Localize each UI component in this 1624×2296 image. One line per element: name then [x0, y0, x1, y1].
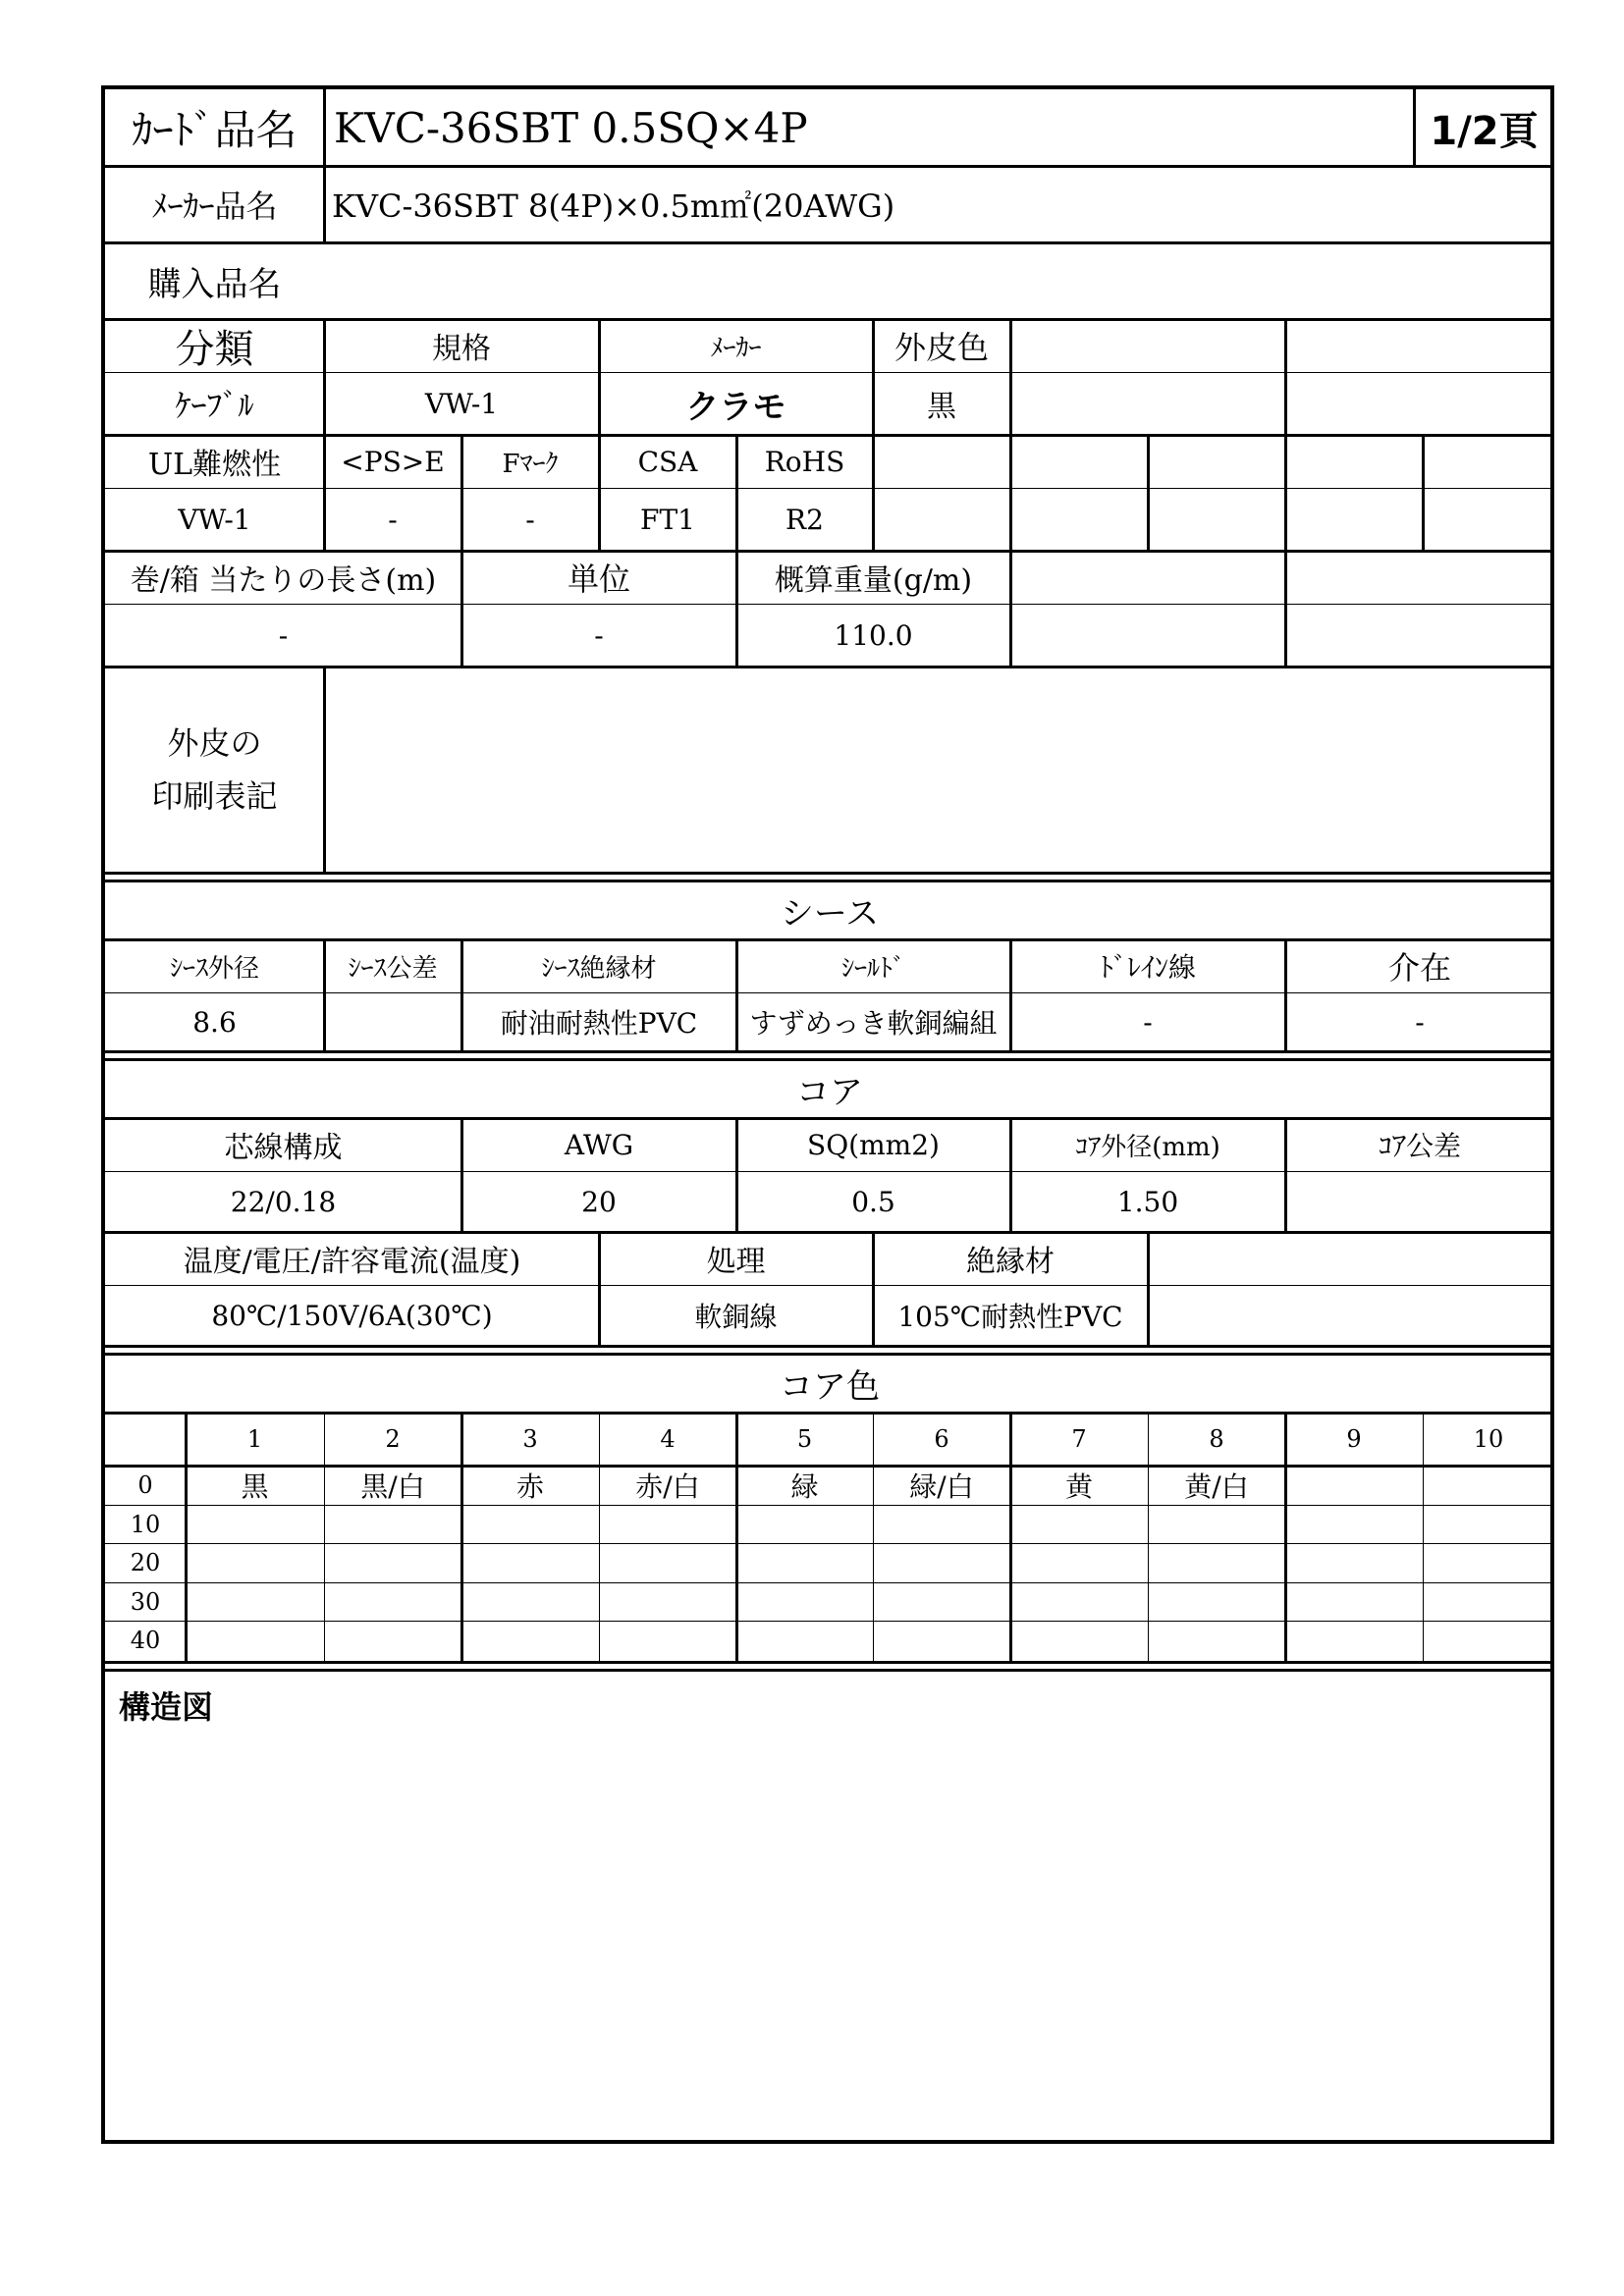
cable-spec-sheet	[101, 85, 1554, 2144]
v-rule	[1284, 435, 1287, 551]
core-color-cell	[599, 1505, 736, 1543]
v-rule	[735, 551, 738, 667]
core-color-cell	[736, 1621, 873, 1660]
v-rule	[1009, 319, 1012, 435]
core-color-cell	[1423, 1582, 1554, 1621]
print-label-line1: 外皮の	[167, 724, 262, 762]
core-color-row-label: 20	[130, 1549, 161, 1576]
classification-value: ｹｰﾌﾞﾙ	[175, 387, 254, 424]
core-color-column-header: 3	[522, 1425, 538, 1453]
v-rule	[1147, 435, 1150, 551]
pse-header: <PS>E	[341, 445, 445, 478]
v-rule	[460, 1413, 463, 1662]
unit-value: -	[594, 618, 604, 652]
standard-header: 規格	[432, 332, 491, 366]
core-color-cell	[461, 1505, 599, 1543]
f-mark-value: -	[525, 503, 535, 536]
core-color-row-label: 10	[130, 1510, 161, 1538]
v-rule	[872, 1232, 875, 1346]
sheath-od-header: ｼｰｽ外径	[169, 953, 259, 984]
v-rule	[1423, 1413, 1424, 1662]
v-rule	[735, 1413, 738, 1662]
v-rule	[323, 319, 326, 551]
h-rule	[105, 880, 1554, 882]
drain-wire-header: ﾄﾞﾚｲﾝ線	[1099, 951, 1196, 984]
core-color-cell: 黄/白	[1184, 1470, 1249, 1503]
core-color-cell	[186, 1582, 324, 1621]
core-color-row-label: 30	[130, 1587, 161, 1616]
core-color-cell	[1010, 1621, 1148, 1660]
h-rule	[105, 372, 324, 373]
core-color-cell	[873, 1621, 1010, 1660]
filler-value: -	[1415, 1005, 1425, 1039]
core-color-cell	[324, 1543, 461, 1582]
core-color-cell	[1423, 1621, 1554, 1660]
v-rule	[460, 1118, 463, 1232]
core-color-row-label: 0	[137, 1471, 153, 1499]
sheath-tolerance-value	[324, 992, 461, 1051]
h-rule	[105, 1669, 1554, 1672]
core-color-column-header: 8	[1209, 1425, 1224, 1453]
page-number: 1/2頁	[1430, 108, 1539, 154]
core-color-column-header: 5	[796, 1425, 813, 1453]
drain-wire-value: -	[1143, 1005, 1153, 1039]
core-od-header: ｺｱ外径(mm)	[1075, 1132, 1220, 1162]
v-rule	[1284, 319, 1287, 435]
h-rule	[105, 1171, 1554, 1172]
core-color-column-header: 7	[1071, 1425, 1087, 1453]
v-rule	[872, 435, 875, 551]
sheath-od-value: 8.6	[192, 1005, 237, 1039]
core-color-cell	[873, 1543, 1010, 1582]
weight-value: 110.0	[834, 618, 913, 652]
classification-header: 分類	[175, 326, 254, 372]
v-rule	[323, 667, 326, 873]
core-color-cell	[1285, 1582, 1423, 1621]
core-color-cell: 赤/白	[635, 1470, 700, 1503]
treatment-header: 処理	[706, 1245, 766, 1279]
h-rule	[105, 604, 1554, 605]
core-color-cell	[1423, 1543, 1554, 1582]
core-color-cell	[599, 1621, 736, 1660]
core-tolerance-value	[1285, 1171, 1554, 1232]
core-color-cell: 黄	[1064, 1470, 1093, 1503]
v-rule	[735, 435, 738, 551]
csa-value: FT1	[640, 503, 695, 536]
core-color-cell	[1148, 1543, 1285, 1582]
v-rule	[1009, 1413, 1012, 1662]
card-name-value: KVC-36SBT 0.5SQ×4P	[334, 103, 808, 152]
ul-flame-value: VW-1	[178, 503, 251, 536]
h-rule	[105, 1465, 1554, 1468]
v-rule	[1009, 939, 1012, 1051]
core-color-cell	[324, 1621, 461, 1660]
purchase-name-value	[324, 242, 1554, 319]
v-rule	[1009, 551, 1012, 667]
v-rule	[185, 1413, 188, 1662]
weight-header: 概算重量(g/m)	[774, 563, 973, 598]
core-color-cell	[461, 1582, 599, 1621]
core-color-cell	[1423, 1466, 1554, 1505]
purchase-name-label: 購入品名	[147, 264, 282, 304]
core-color-cell	[1285, 1621, 1423, 1660]
core-color-cell	[461, 1543, 599, 1582]
sheath-tolerance-header: ｼｰｽ公差	[348, 953, 438, 984]
card-name-label: ｶｰﾄﾞ品名	[132, 106, 298, 154]
core-color-column-header: 1	[246, 1425, 263, 1453]
h-rule	[105, 1353, 1554, 1356]
h-rule	[105, 1543, 1554, 1544]
core-color-cell	[1285, 1505, 1423, 1543]
core-color-cell	[186, 1621, 324, 1660]
sq-value: 0.5	[851, 1185, 895, 1218]
length-per-reel-value: -	[278, 618, 289, 652]
v-rule	[598, 1232, 601, 1346]
v-rule	[872, 319, 875, 435]
core-color-cell	[873, 1582, 1010, 1621]
core-color-title: コア色	[780, 1366, 880, 1407]
h-rule	[105, 1345, 1554, 1348]
core-color-cell	[736, 1543, 873, 1582]
unit-header: 単位	[567, 561, 630, 598]
sheath-insulation-value: 耐油耐熱性PVC	[500, 1007, 698, 1040]
core-color-cell	[1285, 1466, 1423, 1505]
maker-header: ﾒｰｶｰ	[710, 333, 762, 363]
awg-header: AWG	[564, 1128, 634, 1161]
core-color-cell	[324, 1582, 461, 1621]
v-rule	[598, 319, 601, 435]
core-color-column-header: 9	[1346, 1425, 1362, 1453]
core-color-cell	[186, 1505, 324, 1543]
v-rule	[1148, 1413, 1149, 1662]
core-color-cell: 黒	[241, 1470, 269, 1503]
ul-flame-header: UL難燃性	[147, 448, 282, 482]
core-color-cell	[1010, 1543, 1148, 1582]
v-rule	[735, 939, 738, 1051]
h-rule	[105, 1505, 1554, 1506]
rating-header: 温度/電圧/許容電流(温度)	[183, 1245, 521, 1279]
v-rule	[460, 551, 463, 667]
h-rule	[105, 1412, 1554, 1415]
core-color-cell	[736, 1505, 873, 1543]
v-rule	[1284, 939, 1287, 1051]
core-color-cell	[1285, 1543, 1423, 1582]
v-rule	[1009, 435, 1012, 551]
core-color-cell: 緑/白	[909, 1470, 974, 1503]
core-color-column-header: 2	[385, 1425, 401, 1453]
core-color-cell	[1148, 1621, 1285, 1660]
core-color-cell	[873, 1505, 1010, 1543]
awg-value: 20	[581, 1185, 617, 1218]
core-color-cell	[186, 1543, 324, 1582]
print-label	[105, 667, 324, 873]
f-mark-header: Fﾏｰｸ	[502, 449, 559, 479]
v-rule	[1147, 1232, 1150, 1346]
core-color-row-label: 40	[130, 1627, 161, 1654]
standard-value: VW-1	[424, 387, 499, 420]
print-label-line2: 印刷表記	[151, 777, 278, 815]
conductor-value: 22/0.18	[230, 1185, 337, 1218]
h-rule	[105, 1582, 1554, 1583]
shield-value: すずめっき軟銅編組	[749, 1007, 998, 1040]
v-rule	[1284, 1118, 1287, 1232]
v-rule	[324, 1413, 325, 1662]
v-rule	[1413, 89, 1416, 166]
insulation-value: 105℃耐熱性PVC	[897, 1301, 1123, 1333]
structure-diagram-area	[105, 1670, 1554, 2144]
core-color-cell: 緑	[790, 1470, 819, 1503]
core-color-cell	[324, 1505, 461, 1543]
v-rule	[873, 1413, 874, 1662]
v-rule	[460, 939, 463, 1051]
maker-name-value: KVC-36SBT 8(4P)×0.5m㎡(20AWG)	[332, 187, 895, 225]
sq-header: SQ(mm2)	[807, 1128, 940, 1161]
pse-value: -	[388, 503, 398, 536]
conductor-header: 芯線構成	[224, 1131, 343, 1165]
core-color-cell	[1148, 1505, 1285, 1543]
core-title: コア	[796, 1072, 863, 1112]
core-color-cell: 黒/白	[360, 1470, 425, 1503]
insulation-header: 絶縁材	[966, 1245, 1055, 1279]
h-rule	[105, 1117, 1554, 1120]
core-color-cell	[1010, 1582, 1148, 1621]
treatment-value: 軟銅線	[694, 1301, 778, 1333]
core-color-cell	[1423, 1505, 1554, 1543]
shield-header: ｼｰﾙﾄﾞ	[840, 953, 905, 984]
v-rule	[1284, 551, 1287, 667]
core-color-cell	[1148, 1582, 1285, 1621]
h-rule	[105, 1661, 1554, 1664]
core-color-cell	[599, 1543, 736, 1582]
maker-value: クラモ	[685, 387, 786, 427]
maker-name-label: ﾒｰｶｰ品名	[151, 187, 278, 225]
sheath-color-value: 黒	[927, 390, 956, 424]
v-rule	[460, 435, 463, 551]
core-color-cell	[461, 1621, 599, 1660]
core-color-column-header: 10	[1473, 1425, 1504, 1453]
csa-header: CSA	[637, 445, 698, 478]
h-rule	[105, 1621, 1554, 1622]
v-rule	[598, 435, 601, 551]
rohs-value: R2	[785, 503, 824, 536]
length-per-reel-header: 巻/箱 当たりの長さ(m)	[130, 563, 437, 598]
rating-value: 80℃/150V/6A(30℃)	[211, 1299, 493, 1332]
core-color-column-header: 6	[934, 1425, 949, 1453]
h-rule	[105, 1231, 1554, 1234]
h-rule	[105, 1285, 1554, 1286]
v-rule	[1009, 1118, 1012, 1232]
structure-diagram-label: 構造図	[119, 1688, 214, 1726]
v-rule	[1422, 435, 1425, 551]
v-rule	[323, 939, 326, 1051]
rohs-header: RoHS	[764, 445, 845, 478]
core-color-cell: 赤	[515, 1470, 544, 1503]
sheath-insulation-header: ｼｰｽ絶縁材	[541, 953, 657, 984]
v-rule	[599, 1413, 600, 1662]
sheath-title: シース	[780, 893, 880, 934]
v-rule	[323, 89, 326, 242]
core-od-value: 1.50	[1116, 1185, 1179, 1218]
core-color-cell	[736, 1582, 873, 1621]
core-color-column-header: 4	[660, 1425, 676, 1453]
filler-header: 介在	[1387, 949, 1451, 987]
print-value	[324, 667, 1554, 873]
core-tolerance-header: ｺｱ公差	[1378, 1130, 1461, 1162]
sheath-color-header: 外皮色	[893, 329, 989, 366]
v-rule	[735, 1118, 738, 1232]
core-color-cell	[1010, 1505, 1148, 1543]
v-rule	[1284, 1413, 1287, 1662]
h-rule	[105, 1058, 1554, 1061]
core-color-cell	[599, 1582, 736, 1621]
h-rule	[324, 372, 1554, 373]
